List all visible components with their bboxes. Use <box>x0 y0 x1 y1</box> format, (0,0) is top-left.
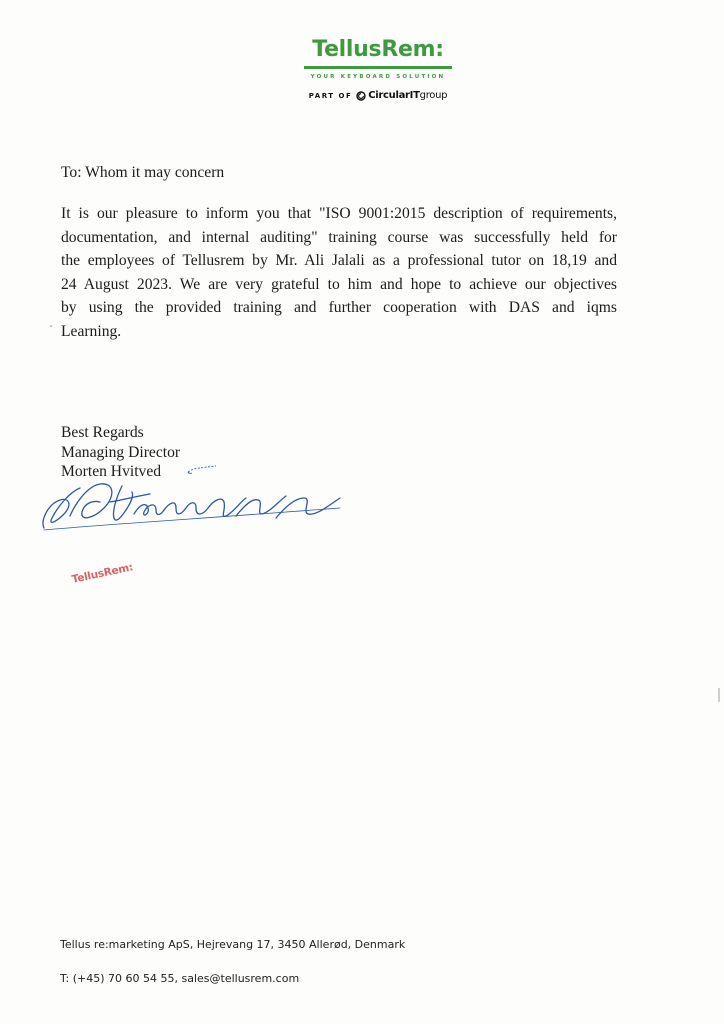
footer-contact: T: (+45) 70 60 54 55, sales@tellusrem.com <box>60 972 300 985</box>
paragraph-line: 24 August 2023. We are very grateful to him and hope to achieve our objectives <box>61 275 617 293</box>
signer-name: Morten Hvitved <box>61 463 162 480</box>
paragraph-line: It is our pleasure to inform you that "ISO 9001:2015 description of requirements, <box>61 205 617 222</box>
company-stamp: TellusRem: <box>70 561 135 586</box>
paragraph-line: Learning. <box>61 322 122 340</box>
group-name: CircularIT <box>368 90 420 101</box>
closing-regards: Best Regards <box>61 424 144 441</box>
group-suffix: group <box>419 90 448 101</box>
brand-logo: TellusRem: <box>312 37 444 62</box>
letter-paragraph <box>61 202 617 343</box>
circular-group-icon <box>356 91 366 101</box>
footer-address: Tellus re:marketing ApS, Hejrevang 17, 3450 Allerød, Denmark <box>60 938 406 951</box>
part-of-group <box>296 90 460 101</box>
paragraph-line: the employees of Tellusrem by Mr. Ali Jalali as a professional tutor on 18,19 and <box>61 252 617 269</box>
signer-title: Managing Director <box>61 443 181 461</box>
letterhead <box>296 36 460 101</box>
paragraph-line: by using the provided training and further cooperation with DAS and iqms <box>61 299 617 316</box>
scan-edge-mark <box>718 688 720 702</box>
logo-rule <box>304 66 452 69</box>
brand-tagline: YOUR KEYBOARD SOLUTION <box>310 74 446 80</box>
part-of-label: PART OF <box>308 91 353 100</box>
scan-dot <box>50 325 52 327</box>
salutation: To: Whom it may concern <box>61 164 225 181</box>
paragraph-line: documentation, and internal auditing" training course was successfully held for <box>61 228 617 246</box>
handwritten-signature <box>30 466 360 536</box>
